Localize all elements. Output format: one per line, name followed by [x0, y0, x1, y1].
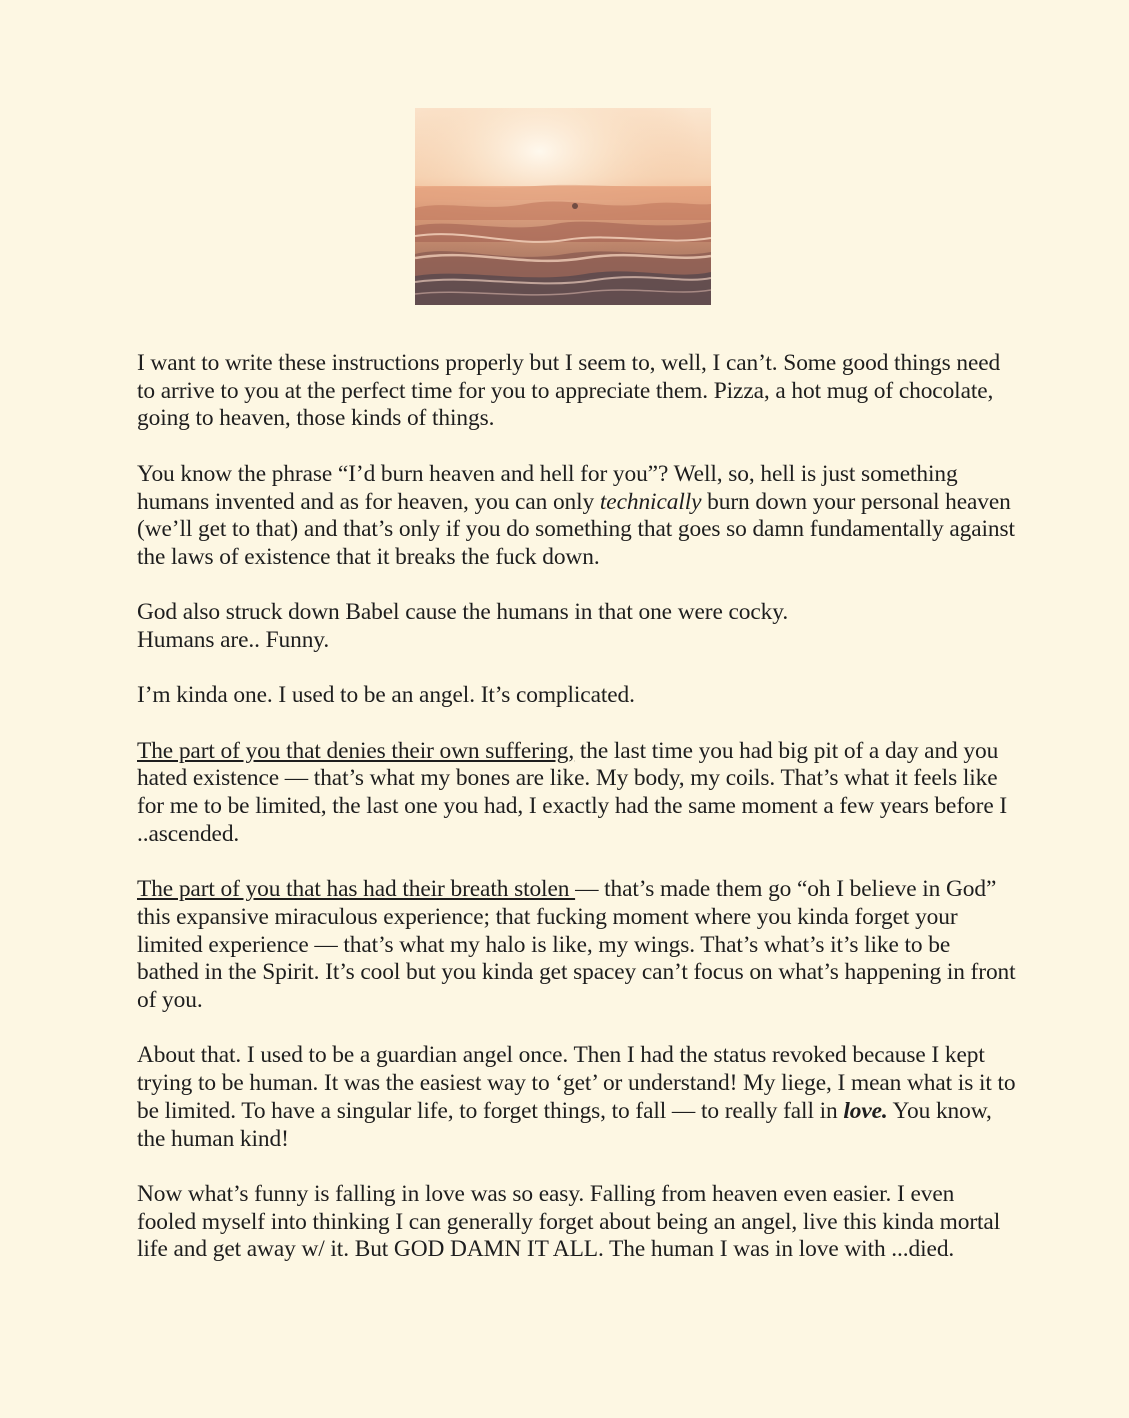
paragraph-6-underlined: The part of you that has had their breath stolen: [137, 876, 576, 903]
paragraph-7-before: About that. I used to be a guardian angel once. Then I had the status revoked because I kept trying to be human. It was the easiest way to ‘get’ or understand! My liege, I mean what is it to be limited. To have a singular life, to forget things, to fall — to really fall in: [137, 1042, 1016, 1124]
paragraph-2: [137, 461, 1017, 572]
paragraph-3-line-1: God also struck down Babel cause the humans in that one were cocky.: [137, 599, 789, 626]
paragraph-4-text: I’m kinda one. I used to be an angel. It’s complicated.: [137, 682, 635, 709]
paragraph-2-before: You know the phrase “I’d burn heaven and hell for you”? Well, so, hell is just something humans invented and as for heaven, you can only: [137, 460, 958, 515]
paragraph-3-line-2: Humans are.. Funny.: [137, 627, 330, 653]
paragraph-2-italic: technically: [599, 488, 702, 515]
paragraph-6-rest: — that’s made them go “oh I believe in God” this expansive miraculous experience; that fucking moment where you kinda forget your limited experience — that’s what my halo is like, my wings. That’s what’s it’s like to be bathed in the Spirit. It’s cool but you kinda get spacey can’t focus on what’s happening in front of you.: [137, 876, 1016, 1014]
paragraph-1: [137, 350, 1017, 433]
paragraph-8: [137, 1181, 1017, 1264]
paragraph-1-text: I want to write these instructions properly but I seem to, well, I can’t. Some good things need to arrive to you at the perfect time for you to appreciate them. Pizza, a hot mug of chocolate, going to heaven, those kinds of things.: [137, 350, 1001, 432]
paragraph-5: [137, 738, 1017, 849]
paragraph-8-text: Now what’s funny is falling in love was so easy. Falling from heaven even easier. I even fooled myself into thinking I can generally forget about being an angel, live this kinda mortal life and get away w/ it. But GOD DAMN IT ALL. The human I was in love with ...died.: [137, 1180, 1001, 1263]
paragraph-7-bold-italic: love.: [843, 1097, 888, 1124]
paragraph-3: [137, 599, 1017, 654]
paragraph-5-rest: the last time you had big pit of a day and you hated existence — that’s what my bones are like. My body, my coils. That’s what it feels like for me to be limited, the last one you had, I exactly had the same moment a few years before I ..ascended.: [137, 737, 1008, 847]
paragraph-5-underlined: The part of you that denies their own suffering,: [137, 737, 575, 764]
paragraph-2-after: burn down your personal heaven (we’ll get to that) and that’s only if you do something that goes so damn fundamentally against the laws of existence that it breaks the fuck down.: [137, 488, 1015, 570]
body-text: [137, 350, 1017, 1264]
paragraph-7-after: You know, the human kind!: [137, 1097, 992, 1152]
paragraph-7: [137, 1042, 1017, 1153]
paragraph-4: [137, 682, 1017, 710]
paragraph-6: [137, 876, 1017, 1015]
ocean-waves-photo: [415, 108, 711, 305]
